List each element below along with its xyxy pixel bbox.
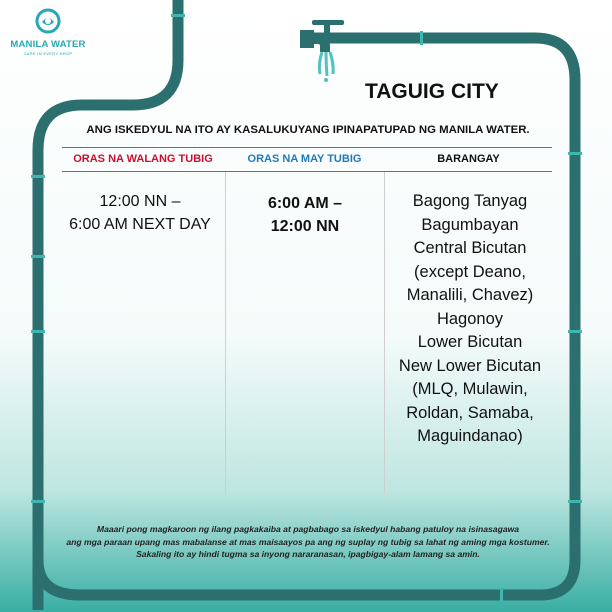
no-water-time-line: 6:00 AM NEXT DAY	[69, 216, 211, 233]
schedule-intro: ANG ISKEDYUL NA ITO AY KASALUKUYANG IPINAPATUPAD NG MANILA WATER.	[86, 124, 530, 136]
barangay-item: New Lower Bicutan	[398, 356, 542, 375]
no-water-time	[58, 190, 222, 236]
barangay-item: Hagonoy	[436, 309, 504, 328]
water-drop-icon	[35, 8, 61, 34]
disclaimer-line: Maaari pong magkaroon ng ilang pagkakaiba at pagbabago sa iskedyul habang patuloy na isinasagawa	[96, 524, 520, 534]
column-divider-2	[384, 172, 385, 494]
barangay-item: Roldan, Samaba,	[406, 403, 534, 422]
no-water-time-line: 12:00 NN –	[99, 193, 181, 210]
brand-logo	[8, 8, 88, 56]
disclaimer-line: ang mga paraan upang mas mabalanse at mas maisaayos pa ang ng suplay ng tubig sa lahat ng aming mga kostumer.	[66, 536, 550, 547]
barangay-item: Bagumbayan	[421, 215, 519, 234]
brand-tagline: CARE IN EVERY DROP	[23, 51, 73, 56]
barangay-item: Central Bicutan	[413, 239, 527, 257]
barangay-list	[386, 190, 554, 449]
header-with-water: ORAS NA MAY TUBIG	[247, 153, 362, 165]
with-water-time-line: 6:00 AM –	[267, 195, 343, 212]
barangay-item: Lower Bicutan	[417, 333, 523, 351]
faucet-icon	[300, 20, 344, 82]
barangay-item: Manalili, Chavez)	[406, 286, 534, 304]
barangay-item: (MLQ, Mulawin,	[412, 380, 528, 398]
pipe-top-left	[38, 0, 178, 610]
barangay-item: Bagong Tanyag	[412, 192, 528, 210]
table-top-divider	[62, 147, 552, 148]
with-water-time-line: 12:00 NN	[270, 218, 340, 235]
disclaimer	[60, 523, 556, 561]
brand-name: MANILA WATER	[10, 39, 86, 50]
table-header-divider	[62, 171, 552, 172]
barangay-item: (except Deano,	[414, 262, 526, 281]
barangay-item: Maguindanao)	[417, 427, 523, 445]
city-title: TAGUIG CITY	[365, 80, 499, 103]
column-divider-1	[225, 172, 226, 494]
header-barangay: BARANGAY	[437, 153, 500, 165]
with-water-time	[228, 192, 382, 238]
header-no-water: ORAS NA WALANG TUBIG	[73, 153, 213, 165]
disclaimer-line: Sakaling ito ay hindi tugma sa inyong nararanasan, ipagbigay-alam lamang sa amin.	[136, 549, 480, 559]
